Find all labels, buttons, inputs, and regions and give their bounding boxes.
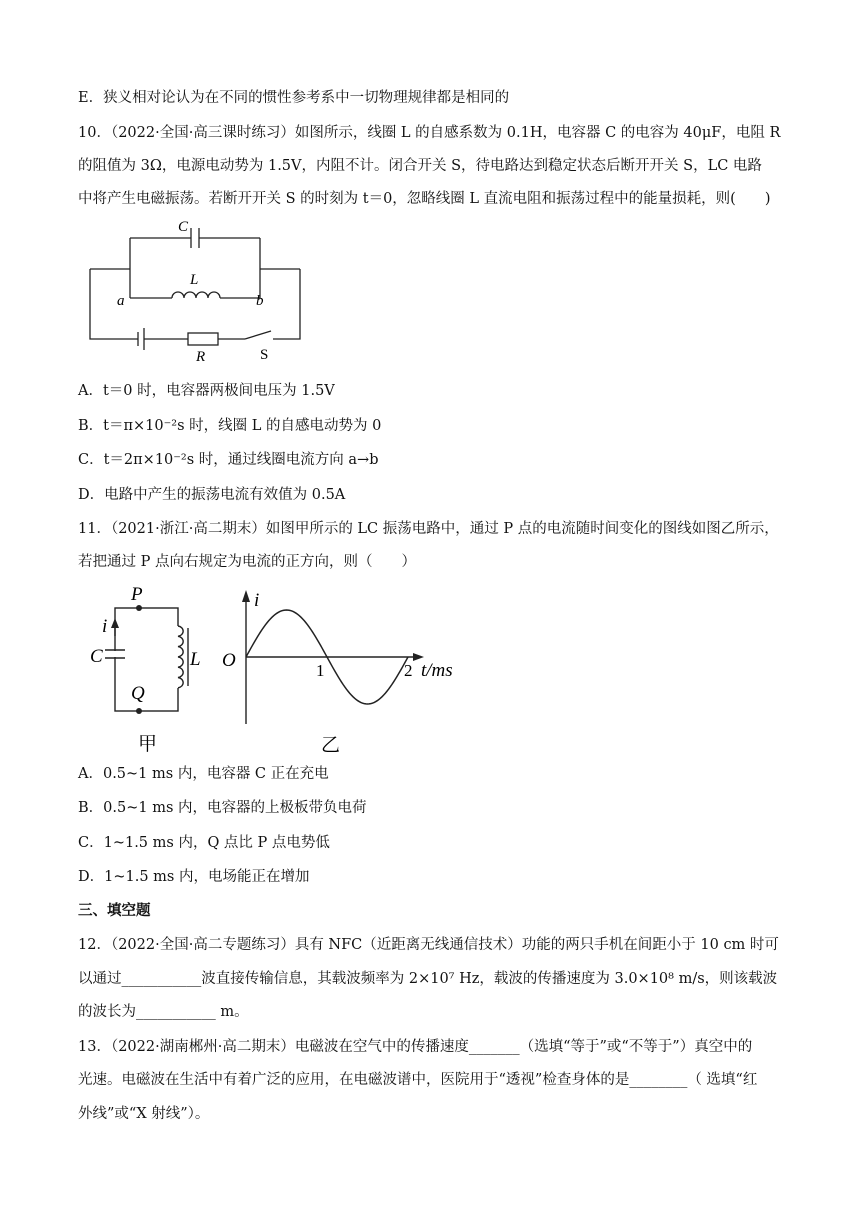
q10-stem-line2: 的阻值为 3Ω，电源电动势为 1.5V，内阻不计。闭合开关 S，待电路达到稳定状态后断开开关 S，LC 电路 xyxy=(78,158,762,174)
axis-label-t: t/ms xyxy=(421,660,453,681)
q10-option-a: A．t＝0 时，电容器两极间电压为 1.5V xyxy=(78,383,335,399)
label-c: C xyxy=(178,219,189,235)
q11-option-d: D．1~1.5 ms 内，电场能正在增加 xyxy=(78,869,310,885)
q10-circuit-diagram xyxy=(80,218,310,368)
q11-option-b: B．0.5~1 ms 内，电容器的上极板带负电荷 xyxy=(78,800,367,816)
label-l2: L xyxy=(190,649,201,670)
q10-option-d: D．电路中产生的振荡电流有效值为 0.5A xyxy=(78,487,346,503)
q10-stem-line1: 10．（2022·全国·高三课时练习）如图所示，线圈 L 的自感系数为 0.1H，电容器 C 的电容为 40μF，电阻 R xyxy=(78,125,781,141)
section-heading-fill-in: 三、填空题 xyxy=(78,903,151,919)
caption-jia: 甲 xyxy=(138,733,158,755)
label-c2: C xyxy=(90,646,103,667)
q11-option-a: A．0.5~1 ms 内，电容器 C 正在充电 xyxy=(78,766,329,782)
q10-option-b: B．t＝π×10⁻²s 时，线圈 L 的自感电动势为 0 xyxy=(78,418,382,434)
origin-label: O xyxy=(222,650,236,671)
q13-line2: 光速。电磁波在生活中有着广泛的应用，在电磁波谱中，医院用于“透视”检查身体的是________（ 选填“红 xyxy=(78,1072,758,1088)
q10-option-c: C．t＝2π×10⁻²s 时，通过线圈电流方向 a→b xyxy=(78,452,379,468)
label-i: i xyxy=(102,616,108,637)
q13-line1: 13．（2022·湖南郴州·高二期末）电磁波在空气中的传播速度_______（选填“等于”或“不等于”）真空中的 xyxy=(78,1039,753,1055)
tick-label-1: 1 xyxy=(316,661,325,680)
label-p: P xyxy=(131,584,143,605)
label-r: R xyxy=(196,349,206,365)
label-l: L xyxy=(190,272,199,288)
tick-label-2: 2 xyxy=(404,661,413,680)
q11-figure-yi xyxy=(218,584,470,757)
label-q: Q xyxy=(131,683,145,704)
q11-stem-line1: 11．（2021·浙江·高二期末）如图甲所示的 LC 振荡电路中，通过 P 点的电流随时间变化的图线如图乙所示， xyxy=(78,521,779,537)
q12-line3: 的波长为___________ m。 xyxy=(78,1004,249,1020)
q13-line3: 外线”或“X 射线”）。 xyxy=(78,1106,210,1122)
caption-yi: 乙 xyxy=(321,734,341,756)
label-a: a xyxy=(117,293,125,309)
label-s: S xyxy=(260,347,269,363)
q12-line2: 以通过___________波直接传输信息，其载波频率为 2×10⁷ Hz，载波的传播速度为 3.0×10⁸ m/s，则该载波 xyxy=(78,971,778,987)
q9-option-e: E．狭义相对论认为在不同的惯性参考系中一切物理规律都是相同的 xyxy=(78,90,510,106)
axis-label-i: i xyxy=(254,590,260,611)
q11-figure-jia xyxy=(86,582,216,757)
q11-option-c: C．1~1.5 ms 内，Q 点比 P 点电势低 xyxy=(78,835,330,851)
q12-line1: 12．（2022·全国·高二专题练习）具有 NFC（近距离无线通信技术）功能的两只手机在间距小于 10 cm 时可 xyxy=(78,937,779,953)
q11-stem-line2: 若把通过 P 点向右规定为电流的正方向，则（ ） xyxy=(78,554,416,570)
q10-stem-line3: 中将产生电磁振荡。若断开开关 S 的时刻为 t＝0，忽略线圈 L 直流电阻和振荡过程中的能量损耗，则( ) xyxy=(78,191,771,207)
label-b: b xyxy=(256,293,264,309)
